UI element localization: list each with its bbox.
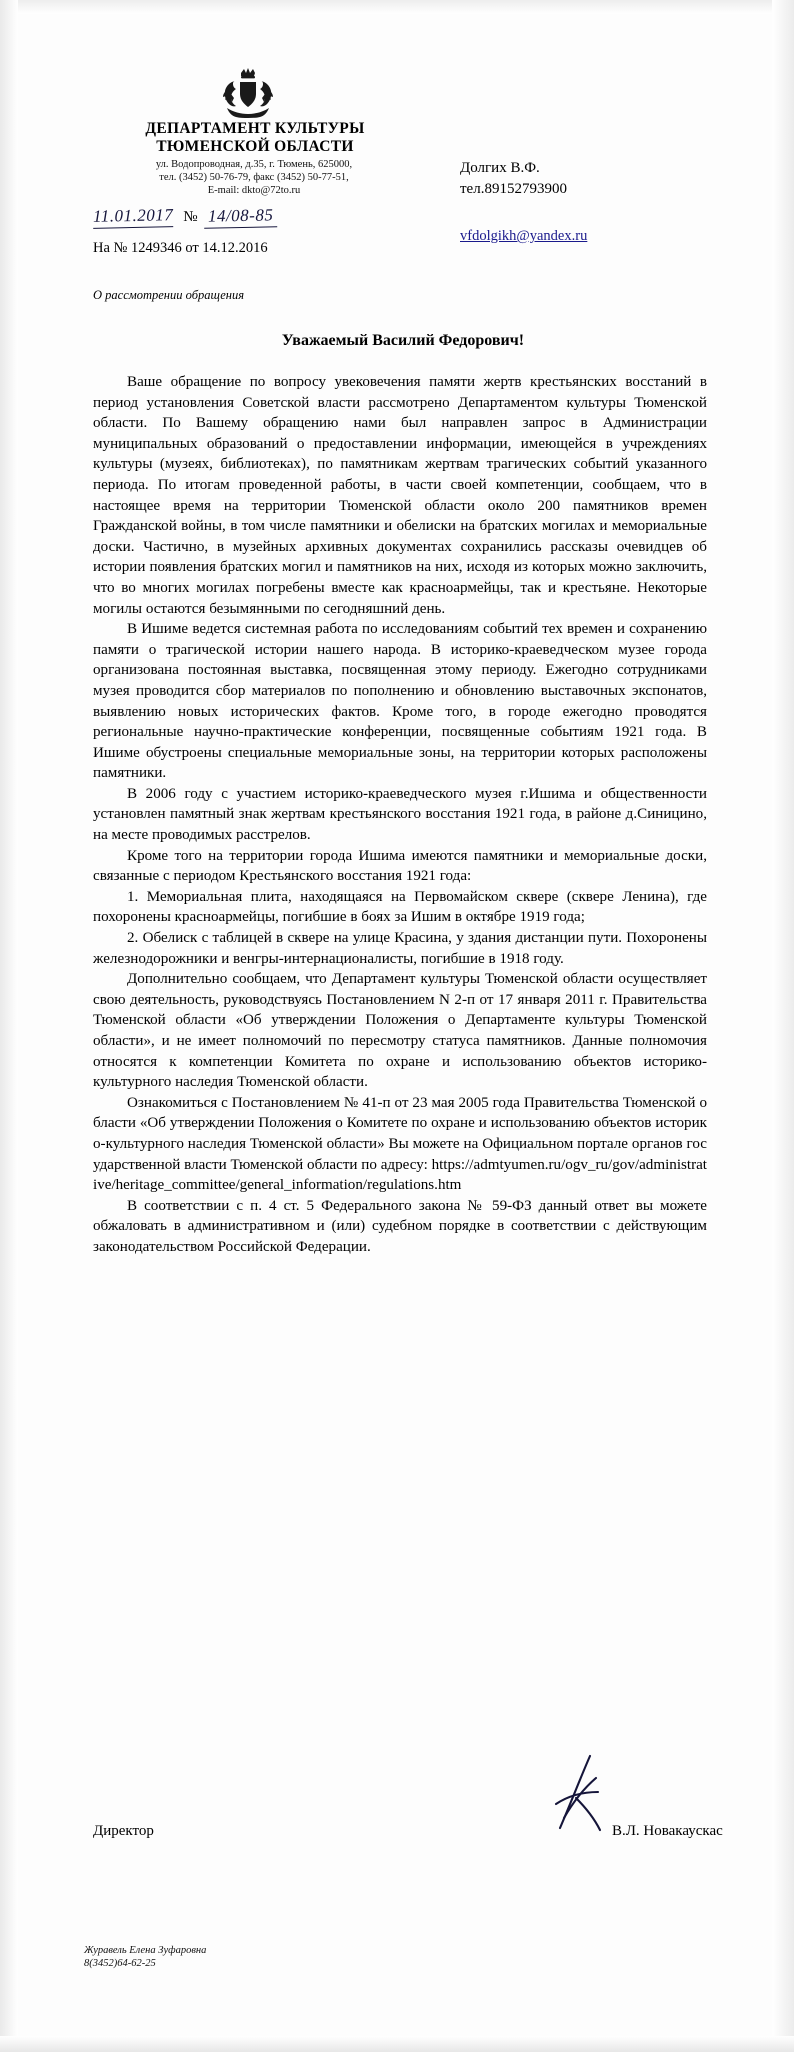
scan-edge-left [0,0,18,2052]
outgoing-date: 11.01.2017 [93,205,174,229]
executor-phone: 8(3452)64-62-25 [84,1958,156,1969]
address-line-1: ул. Водопроводная, д.35, г. Тюмень, 625000, [155,159,353,170]
document-body [93,372,707,1258]
outgoing-no-label: № [183,209,199,225]
addressee-email[interactable]: vfdolgikh@yandex.ru [460,228,588,244]
address-line-3: E-mail: dkto@72to.ru [207,185,301,196]
scan-edge-right [772,0,794,2052]
document-subject: О рассмотрении обращения [93,288,245,302]
incoming-reference: На № 1249346 от 14.12.2016 [93,240,268,256]
addressee-block [460,158,760,200]
signature-title: Директор [93,1823,154,1839]
addressee-phone: тел.89152793900 [460,181,567,197]
executor-block [84,1944,206,1970]
body-paragraph: В Ишиме ведется системная работа по исследованиям событий тех времен и сохранению памяти о трагической истории нашего народа. В историко-краеведческом музее города организована постоянная выставка, посвященная этому периоду. Ежегодно сотрудниками музея проводится сбор материалов по пополнению и обновлению выставочных экспонатов, выявлению новых исторических фактов. Кроме того, в городе ежегодно проводятся региональные научно-практические конференции, посвященные событиям 1921 года. В Ишиме обустроены специальные мемориальные зоны, на территории которых расположены памятники. [93,621,707,782]
coat-of-arms-icon [215,68,281,118]
addressee-name: Долгих В.Ф. [460,160,540,176]
organization-address [104,158,404,197]
body-paragraph: В 2006 году с участием историко-краеведческого музея г.Ишима и общественности установлен памятный знак жертвам крестьянского восстания 1921 года, в районе д.Синицино, на месте проводимых расстрелов. [93,785,707,844]
outgoing-number: 14/08-85 [204,205,278,229]
signature-name: В.Л. Новакаускас [612,1823,723,1839]
salutation: Уважаемый Василий Федорович! [281,332,525,349]
scan-edge-top [0,0,794,14]
body-paragraph: 1. Мемориальная плита, находящаяся на Первомайском сквере (сквере Ленина), где похоронены красноармейцы, погибшие в боях за Ишим в октябре 1919 года; [93,888,707,926]
executor-name: Журавель Елена Зуфаровна [84,1945,207,1956]
organization-title [110,120,400,156]
body-paragraph: 2. Обелиск с таблицей в сквере на улице Красина, у здания дистанции пути. Похоронены железнодорожники и венгры-интернационалисты, погибшие в 1918 году. [93,930,707,967]
organization-title-line2: ТЮМЕНСКОЙ ОБЛАСТИ [156,138,354,155]
body-paragraph: Ознакомиться с Постановлением № 41-п от 23 мая 2005 года Правительства Тюменской области «Об утверждении Положения о Комитете по охране и использованию объектов историко-культурного наследия Тюменской области» Вы можете на Официальном портале органов государственной власти Тюменской области по адресу: https://admtyumen.ru/ogv_ru/gov/administrative/heritage_committee/general_information/regulations.htm [93,1094,707,1194]
body-paragraph: Дополнительно сообщаем, что Департамент культуры Тюменской области осуществляет свою деятельность, руководствуясь Постановлением N 2-п от 17 января 2011 г. Правительства Тюменской области «Об утверждении Положения о Департаменте культуры Тюменской области», и не имеет полномочий по пересмотру статуса памятников. Данные полномочия относятся к компетенции Комитета по охране и использованию объектов историко-культурного наследия Тюменской области. [93,971,707,1091]
body-paragraph: В соответствии с п. 4 ст. 5 Федерального закона № 59-ФЗ данный ответ вы можете обжаловать в административном и (или) судебном порядке в соответствии с действующим законодательством Российской Федерации. [93,1197,707,1255]
scan-edge-bottom [0,2036,794,2052]
body-paragraph: Ваше обращение по вопросу увековечения памяти жертв крестьянских восстаний в период установления Советской власти рассмотрено Департаментом культуры Тюменской области. По Вашему обращению нами был направлен запрос в Администрации муниципальных образований о предоставлении информации, имеющейся в учреждениях культуры (музеях, библиотеках), по памятникам жертвам трагических событий указанного периода. По итогам проведенной работы, в части своей компетенции, сообщаем, что в настоящее время на территории Тюменской области около 200 памятников времен Гражданской войны, в том числе памятники и обелиски на братских могилах и мемориальные доски. Частично, в музейных архивных документах сохранились рассказы очевидцев об истории появления братских могил и памятников на них, исходя из которых можно заключить, что во многих могилах погребены вместе как красноармейцы, так и крестьяне. Некоторые могилы остаются безымянными по сегодняшний день. [93,374,707,617]
address-line-2: тел. (3452) 50-76-79, факс (3452) 50-77-51, [159,172,349,183]
outgoing-registration [93,206,277,228]
body-paragraph: Кроме того на территории города Ишима имеются памятники и мемориальные доски, связанные с периодом Крестьянского восстания 1921 года: [93,847,707,885]
organization-title-line1: ДЕПАРТАМЕНТ КУЛЬТУРЫ [145,120,365,137]
